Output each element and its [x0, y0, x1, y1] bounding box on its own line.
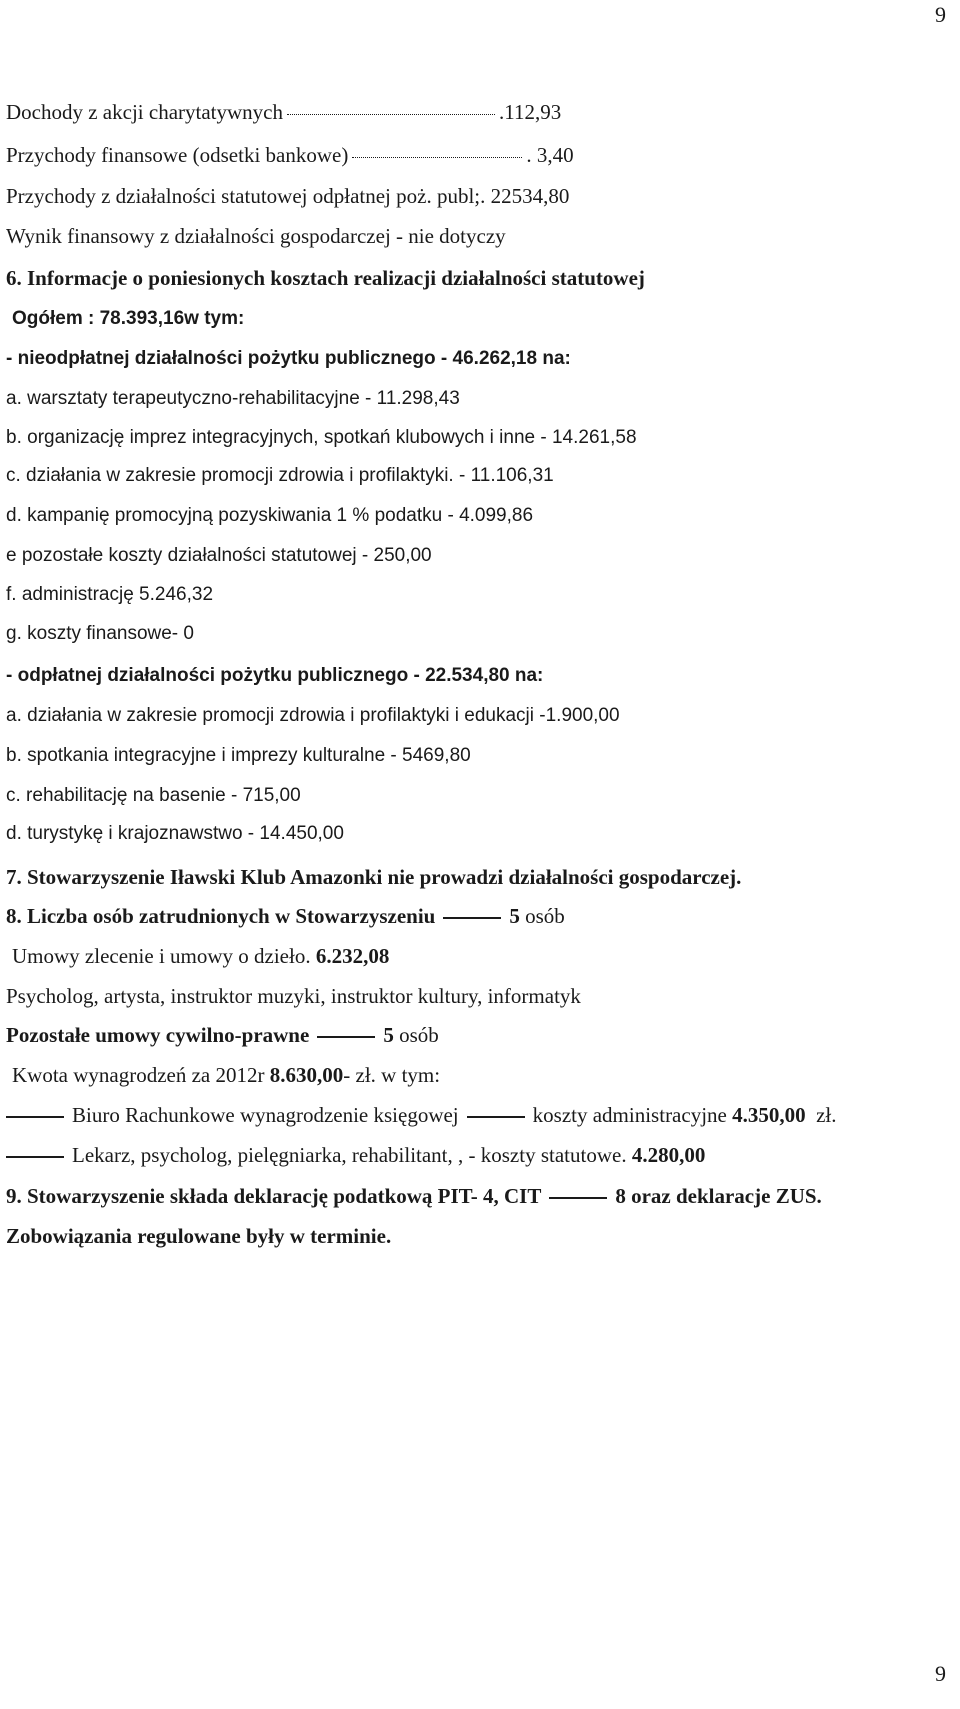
bullet-1-value: 4.350,00: [732, 1103, 806, 1127]
salary-line: [12, 1062, 440, 1088]
bullet-1-mid: koszty administracyjne: [532, 1103, 727, 1127]
costs-total: Ogółem : 78.393,16w tym:: [12, 308, 245, 329]
unpaid-item-d: d. kampanię promocyjną pozyskiwania 1 % podatku - 4.099,86: [6, 505, 534, 526]
dotted-leader: [287, 113, 495, 115]
other-contracts-line: [6, 1022, 439, 1048]
section-9-part-a: 9. Stowarzyszenie składa deklarację podatkową PIT- 4, CIT: [6, 1184, 542, 1208]
page-number-top: 9: [935, 2, 946, 27]
employees-count: 5: [509, 904, 520, 928]
unpaid-item-b: b. organizację imprez integracyjnych, spotkań klubowych i inne - 14.261,58: [6, 427, 637, 448]
statutory-paid-income-line: Przychody z działalności statutowej odpłatnej poż. publ;. 22534,80: [6, 184, 570, 208]
financial-income-value: . 3,40: [526, 143, 574, 167]
unpaid-activity-heading: - nieodpłatnej działalności pożytku publicznego - 46.262,18 na:: [6, 348, 571, 369]
paid-item-c: c. rehabilitację na basenie - 715,00: [6, 785, 301, 806]
section-6-heading: 6. Informacje o poniesionych kosztach realizacji działalności statutowej: [6, 266, 645, 290]
employees-label: 8. Liczba osób zatrudnionych w Stowarzyszeniu: [6, 904, 436, 928]
section-8-employees: [6, 903, 565, 929]
dash: [443, 917, 501, 919]
salary-bullet-2: [6, 1142, 705, 1168]
contracts-label: Umowy zlecenie i umowy o dzieło.: [12, 944, 311, 968]
dotted-leader: [352, 156, 522, 158]
salary-value: 8.630,00: [269, 1063, 344, 1087]
bullet-2-value: 4.280,00: [631, 1143, 706, 1167]
unpaid-item-e: e pozostałe koszty działalności statutowej - 250,00: [6, 545, 432, 566]
section-7: 7. Stowarzyszenie Iławski Klub Amazonki nie prowadzi działalności gospodarczej.: [6, 865, 742, 889]
unpaid-item-a: a. warsztaty terapeutyczno-rehabilitacyjne - 11.298,43: [6, 388, 460, 409]
unpaid-item-f: f. administrację 5.246,32: [6, 584, 214, 605]
salary-bullet-1: [6, 1102, 837, 1128]
business-result-line: Wynik finansowy z działalności gospodarczej - nie dotyczy: [6, 224, 506, 248]
financial-income-line: [6, 142, 574, 168]
section-9-line-2: Zobowiązania regulowane były w terminie.: [6, 1224, 392, 1248]
dash: [317, 1036, 375, 1038]
salary-suffix: - zł. w tym:: [343, 1063, 441, 1087]
professions-line: Psycholog, artysta, instruktor muzyki, instruktor kultury, informatyk: [6, 984, 581, 1008]
paid-item-b: b. spotkania integracyjne i imprezy kulturalne - 5469,80: [6, 745, 471, 766]
paid-item-d: d. turystykę i krajoznawstwo - 14.450,00: [6, 823, 344, 844]
section-9-line-1: [6, 1183, 822, 1209]
unpaid-item-g: g. koszty finansowe- 0: [6, 623, 194, 644]
employees-unit: osób: [525, 904, 565, 928]
bullet-2-label: Lekarz, psycholog, pielęgniarka, rehabilitant, , - koszty statutowe.: [72, 1143, 627, 1167]
section-9-part-b: 8 oraz deklaracje ZUS.: [615, 1184, 822, 1208]
salary-label: Kwota wynagrodzeń za 2012r: [12, 1063, 265, 1087]
unpaid-item-c: c. działania w zakresie promocji zdrowia i profilaktyki. - 11.106,31: [6, 465, 554, 486]
contracts-line: [12, 943, 389, 969]
page-number-bottom: 9: [935, 1661, 946, 1686]
paid-item-a: a. działania w zakresie promocji zdrowia i profilaktyki i edukacji -1.900,00: [6, 705, 620, 726]
dash: [6, 1116, 64, 1118]
other-contracts-unit: osób: [399, 1023, 439, 1047]
charity-income-line: [6, 99, 561, 125]
charity-income-value: .112,93: [498, 100, 562, 124]
dash: [549, 1197, 607, 1199]
bullet-1-unit: zł.: [816, 1103, 837, 1127]
contracts-value: 6.232,08: [315, 944, 390, 968]
charity-income-label: Dochody z akcji charytatywnych: [6, 100, 283, 124]
dash: [467, 1116, 525, 1118]
dash: [6, 1156, 64, 1158]
bullet-1-label: Biuro Rachunkowe wynagrodzenie księgowej: [72, 1103, 459, 1127]
paid-activity-heading: - odpłatnej działalności pożytku publicznego - 22.534,80 na:: [6, 665, 544, 686]
other-contracts-label: Pozostałe umowy cywilno-prawne: [6, 1023, 310, 1047]
other-contracts-count: 5: [383, 1023, 394, 1047]
financial-income-label: Przychody finansowe (odsetki bankowe): [6, 143, 349, 167]
